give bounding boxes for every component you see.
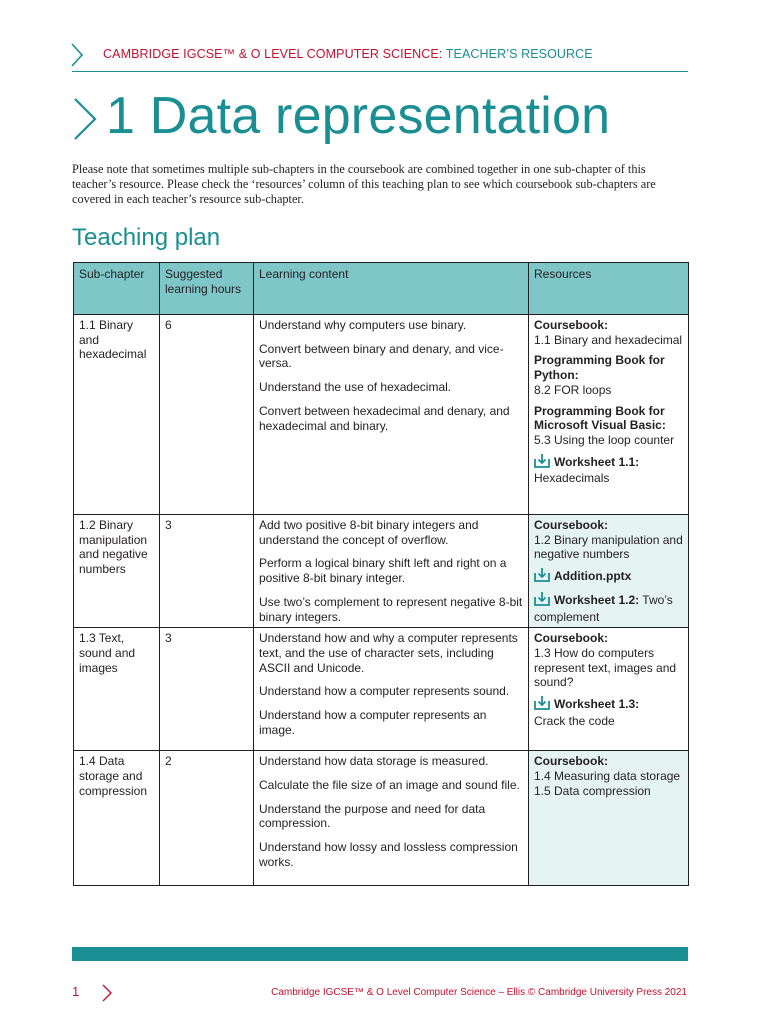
footer-credit: Cambridge IGCSE™ & O Level Computer Science – Ellis © Cambridge University Press 2021 [271,987,687,998]
subchapter-cell: 1.2 Binary manipulation and negative numbers [74,515,160,628]
resource-text: 1.1 Binary and hexadecimal [534,332,683,347]
column-header: Sub-chapter [74,263,160,315]
header-title-teal: TEACHER’S RESOURCE [445,47,593,61]
resource-item [534,318,683,347]
hours-cell: 3 [160,515,254,628]
resource-text: 5.3 Using the loop counter [534,432,675,447]
footer-bar [72,947,688,961]
resource-title: Coursebook: [534,754,609,769]
resource-item[interactable] [534,696,683,728]
resource-item [534,404,683,448]
resource-item[interactable] [534,454,683,486]
resource-text: 1.3 How do computers represent text, images and sound? [534,645,677,690]
subchapter-cell: 1.3 Text, sound and images [74,628,160,751]
learning-objective: Use two’s complement to represent negative 8-bit binary integers. [259,594,523,624]
running-header [103,47,593,61]
resource-item [534,518,683,562]
learning-objective: Understand the purpose and need for data compression. [259,801,486,831]
resources-cell [529,628,689,751]
download-icon [534,592,550,610]
resource-text: 1.2 Binary manipulation and negative numbers [534,532,683,562]
resource-item [534,353,683,397]
section-heading: Teaching plan [72,224,221,251]
learning-objective: Understand the use of hexadecimal. [259,380,452,395]
resource-title: Worksheet 1.1: [554,454,640,469]
resources-cell [529,751,689,886]
learning-objective: Convert between binary and denary, and vice-versa. [259,341,504,371]
resource-item [534,631,683,690]
subchapter-cell: 1.1 Binary and hexadecimal [74,315,160,515]
resource-item[interactable] [534,568,683,586]
resource-text: Hexadecimals [534,471,610,486]
hours-cell: 6 [160,315,254,515]
resource-text: Two’s complement [534,592,673,624]
resource-title: Coursebook: [534,518,609,532]
download-icon [534,568,550,586]
chevron-right-icon [72,97,98,141]
chapter-title: 1 Data representation [106,87,611,145]
learning-content-cell [254,751,529,886]
chevron-right-icon [101,983,113,1003]
intro-paragraph: Please note that sometimes multiple sub-chapters in the coursebook are combined together in one sub-chapter of this teacher’s resource. Please check the ‘resources’ column of this teaching plan to see which coursebook sub-chapters are covered in each teacher’s resource sub-chapter. [72,162,656,206]
learning-objective: Convert between hexadecimal and denary, and hexadecimal and binary. [259,403,510,433]
chevron-right-icon [70,42,84,68]
resource-title: Programming Book for Python: [534,353,665,383]
learning-objective: Add two positive 8-bit binary integers and understand the concept of overflow. [259,518,479,547]
page-number: 1 [72,984,80,999]
subchapter-cell: 1.4 Data storage and compression [74,751,160,886]
download-icon [534,696,550,714]
hours-cell: 2 [160,751,254,886]
resource-title: Worksheet 1.3: [554,697,640,712]
learning-objective: Calculate the file size of an image and sound file. [259,777,520,792]
resource-title: Programming Book for Microsoft Visual Basic: [534,403,666,433]
resource-title: Addition.pptx [554,569,632,584]
learning-content-cell [254,628,529,751]
resource-item [534,754,683,798]
learning-objective: Perform a logical binary shift left and right on a positive 8-bit binary integer. [259,556,507,586]
resources-cell [529,515,689,628]
table-header-row [74,263,689,315]
learning-objective: Understand how data storage is measured. [259,754,489,769]
table-row [74,751,689,886]
resources-cell [529,315,689,515]
column-header: Suggested learning hours [160,263,254,315]
teaching-plan-table [73,262,689,886]
hours-cell: 3 [160,628,254,751]
download-icon [534,454,550,472]
header-title-red: CAMBRIDGE IGCSE™ & O LEVEL COMPUTER SCIENCE: [103,47,446,61]
resource-text: 1.4 Measuring data storage 1.5 Data compression [534,768,681,798]
column-header: Resources [529,263,689,315]
resource-title: Coursebook: [534,318,609,332]
resource-title: Coursebook: [534,631,609,646]
resource-text: 8.2 FOR loops [534,382,612,397]
learning-content-cell [254,515,529,628]
resource-item[interactable] [534,592,683,624]
learning-objective: Understand how a computer represents an image. [259,708,487,737]
resource-text: Crack the code [534,713,615,728]
table-row [74,515,689,628]
resource-title: Worksheet 1.2: [554,592,640,607]
learning-content-cell [254,315,529,515]
table-row [74,628,689,751]
learning-objective: Understand why computers use binary. [259,318,467,332]
learning-objective: Understand how lossy and lossless compression works. [259,840,518,869]
table-row [74,315,689,515]
learning-objective: Understand how a computer represents sound. [259,684,510,699]
learning-objective: Understand how and why a computer represents text, and the use of character sets, including ASCII and Unicode. [259,631,518,675]
column-header: Learning content [254,263,529,315]
header-rule [72,71,688,72]
